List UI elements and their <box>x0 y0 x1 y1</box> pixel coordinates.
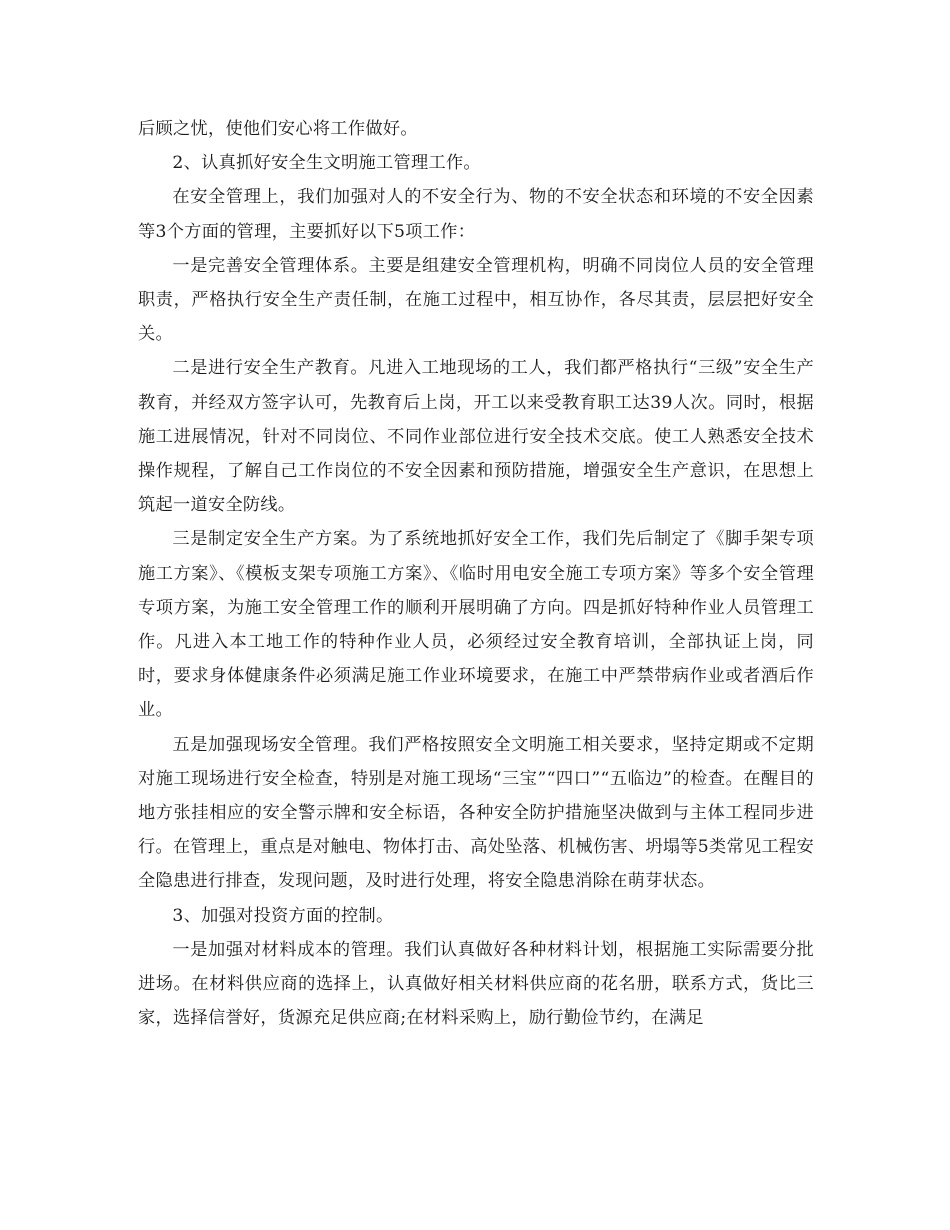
paragraph-item-3-4: 三是制定安全生产方案。为了系统地抓好安全工作，我们先后制定了《脚手架专项施工方案》、《模板支架专项施工方案》、《临时用电安全施工专项方案》等多个安全管理专项方案，为施工安全管理工作的顺利开展明确了方向。四是抓好特种作业人员管理工作。凡进入本工地工作的特种作业人员，必须经过安全教育培训，全部执证上岗，同时，要求身体健康条件必须满足施工作业环境要求，在施工中严禁带病作业或者酒后作业。 <box>138 529 814 721</box>
section-heading-2: 2、认真抓好安全生文明施工管理工作。 <box>172 153 481 174</box>
paragraph-continuation: 后顾之忧，使他们安心将工作做好。 <box>138 119 418 139</box>
document-body <box>138 112 814 1035</box>
section-heading-3: 3、加强对投资方面的控制。 <box>172 905 394 926</box>
paragraph-item-5: 五是加强现场安全管理。我们严格按照安全文明施工相关要求，坚持定期或不定期对施工现场进行安全检查，特别是对施工现场“三宝”“四口”“五临边”的检查。在醒目的地方张挂相应的安全警示牌和安全标语，各种安全防护措施坚决做到与主体工程同步进行。在管理上，重点是对触电、物体打击、高处坠落、机械伤害、坍塌等5类常见工程安全隐患进行排查，发现问题，及时进行处理，将安全隐患消除在萌芽状态。 <box>138 734 814 892</box>
paragraph-material-cost: 一是加强对材料成本的管理。我们认真做好各种材料计划，根据施工实际需要分批进场。在材料供应商的选择上，认真做好相关材料供应商的花名册，联系方式，货比三家，选择信誉好，货源充足供应商;在材料采购上，励行勤俭节约，在满足 <box>138 939 814 1029</box>
paragraph-item-2: 二是进行安全生产教育。凡进入工地现场的工人，我们都严格执行“三级”安全生产教育，并经双方签字认可，先教育后上岗，开工以来受教育职工达39人次。同时，根据施工进展情况，针对不同岗位、不同作业部位进行安全技术交底。使工人熟悉安全技术操作规程，了解自己工作岗位的不安全因素和预防措施，增强安全生产意识，在思想上筑起一道安全防线。 <box>138 358 814 516</box>
paragraph-item-1: 一是完善安全管理体系。主要是组建安全管理机构，明确不同岗位人员的安全管理职责，严格执行安全生产责任制，在施工过程中，相互协作，各尽其责，层层把好安全关。 <box>138 255 814 345</box>
paragraph-safety-intro: 在安全管理上，我们加强对人的不安全行为、物的不安全状态和环境的不安全因素等3个方面的管理，主要抓好以下5项工作： <box>138 187 814 242</box>
